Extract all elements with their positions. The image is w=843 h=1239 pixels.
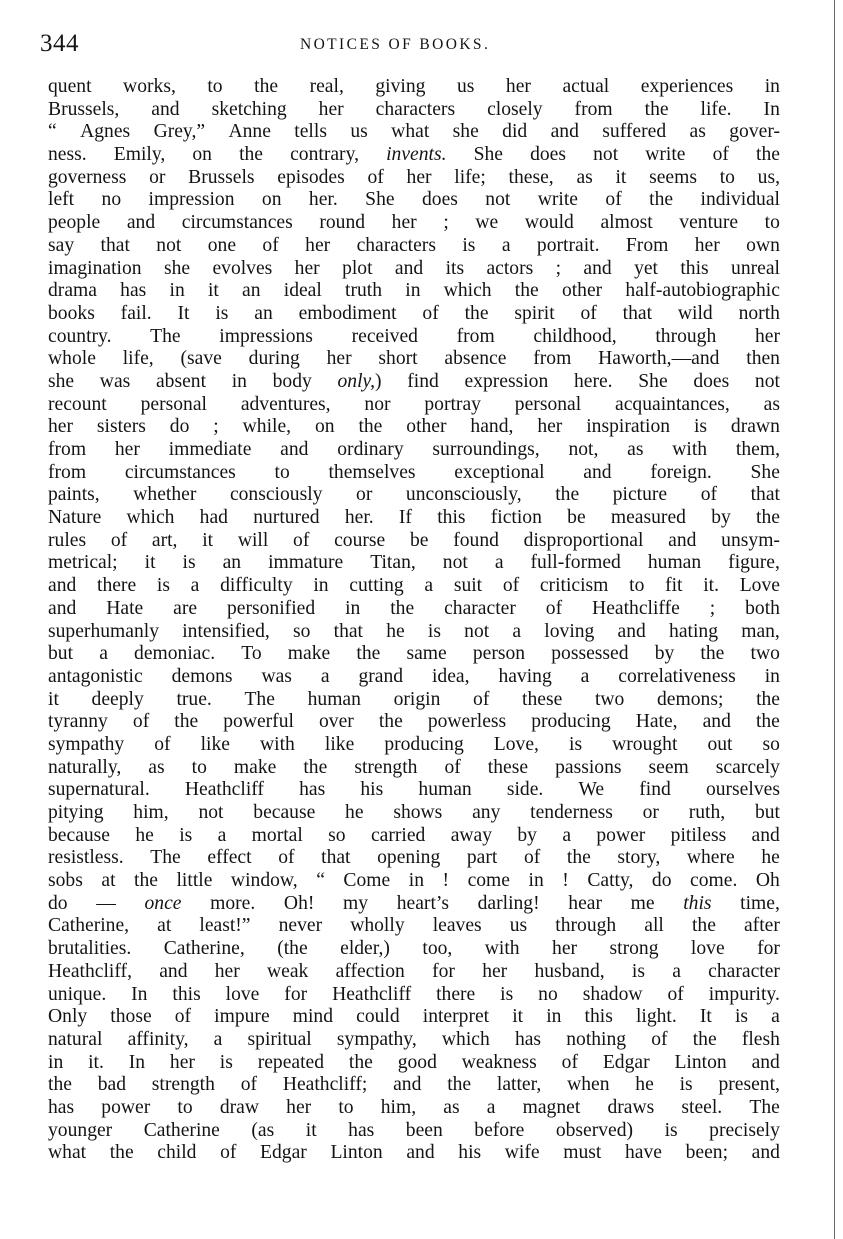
text-line: brutalities. Catherine, (the elder,) too, with her strong love for <box>48 938 780 960</box>
text-line: it deeply true. The human origin of these two demons; the <box>48 688 780 710</box>
text-line: because he is a mortal so carried away by a power pitiless and <box>48 824 780 846</box>
text-line: her sisters do ; while, on the other hand, her inspiration is drawn <box>48 416 780 438</box>
text-line: left no impression on her. She does not write of the individual <box>48 189 780 211</box>
text-line: Heathcliff, and her weak affection for her husband, is a character <box>48 960 780 982</box>
text-line: whole life, (save during her short absence from Haworth,—and then <box>48 348 780 370</box>
text-line: paints, whether consciously or unconsciously, the picture of that <box>48 484 780 506</box>
text-line: Brussels, and sketching her characters closely from the life. In <box>48 98 780 120</box>
text-line: from circumstances to themselves exceptional and foreign. She <box>48 461 780 483</box>
text-line: but a demoniac. To make the same person possessed by the two <box>48 643 780 665</box>
text-line: people and circumstances round her ; we would almost venture to <box>48 212 780 234</box>
text-line: recount personal adventures, nor portray personal acquaintances, as <box>48 393 780 415</box>
text-line: resistless. The effect of that opening part of the story, where he <box>48 847 780 869</box>
text-line: ness. Emily, on the contrary, invents. She does not write of the <box>48 144 780 166</box>
text-line: imagination she evolves her plot and its actors ; and yet this unreal <box>48 257 780 279</box>
running-head: NOTICES OF BOOKS. <box>300 36 491 53</box>
page-header <box>40 30 780 58</box>
text-line: drama has in it an ideal truth in which the other half-autobiographic <box>48 280 780 302</box>
page-number: 344 <box>40 30 79 57</box>
text-line: from her immediate and ordinary surroundings, not, as with them, <box>48 439 780 460</box>
text-line: tyranny of the powerful over the powerless producing Hate, and the <box>48 711 780 733</box>
text-line: the bad strength of Heathcliff; and the latter, when he is present, <box>48 1074 780 1096</box>
text-line: she was absent in body only,) find expression here. She does not <box>48 370 780 392</box>
text-line: and Hate are personified in the character of Heathcliffe ; both <box>48 597 780 619</box>
text-line: in it. In her is repeated the good weakness of Edgar Linton and <box>48 1051 780 1073</box>
text-line: natural affinity, a spiritual sympathy, which has nothing of the flesh <box>48 1028 780 1050</box>
text-line: sobs at the little window, “ Come in ! come in ! Catty, do come. Oh <box>48 870 780 892</box>
text-line: governess or Brussels episodes of her life; these, as it seems to us, <box>48 166 780 188</box>
text-line: antagonistic demons was a grand idea, having a correlativeness in <box>48 665 780 687</box>
text-line: sympathy of like with like producing Love, is wrought out so <box>48 733 780 755</box>
text-line: Only those of impure mind could interpret it in this light. It is a <box>48 1006 780 1028</box>
text-line: naturally, as to make the strength of these passions seem scarcely <box>48 756 780 778</box>
text-line: and there is a difficulty in cutting a suit of criticism to fit it. Love <box>48 575 780 597</box>
text-line: say that not one of her characters is a portrait. From her own <box>48 234 780 256</box>
text-line: supernatural. Heathcliff has his human side. We find ourselves <box>48 779 780 801</box>
text-line: do — once more. Oh! my heart’s darling! hear me this time, <box>48 892 780 914</box>
text-line: Catherine, at least!” never wholly leaves us through all the after <box>48 915 780 937</box>
text-line: Nature which had nurtured her. If this fiction be measured by the <box>48 507 780 529</box>
text-line: country. The impressions received from childhood, through her <box>48 325 780 347</box>
body-text <box>48 76 780 1165</box>
text-line: “ Agnes Grey,” Anne tells us what she did and suffered as gover- <box>48 121 780 143</box>
text-line: quent works, to the real, giving us her actual experiences in <box>48 76 780 97</box>
text-line: pitying him, not because he shows any tenderness or ruth, but <box>48 802 780 823</box>
text-line: metrical; it is an immature Titan, not a full-formed human figure, <box>48 552 780 574</box>
text-line: what the child of Edgar Linton and his wife must have been; and <box>48 1142 780 1164</box>
text-line: has power to draw her to him, as a magnet draws steel. The <box>48 1096 780 1118</box>
page-edge-rule <box>834 0 835 1239</box>
text-line: rules of art, it will of course be found disproportional and unsym- <box>48 529 780 551</box>
text-line: books fail. It is an embodiment of the spirit of that wild north <box>48 302 780 324</box>
text-line: superhumanly intensified, so that he is not a loving and hating man, <box>48 620 780 642</box>
text-line: unique. In this love for Heathcliff there is no shadow of impurity. <box>48 983 780 1005</box>
text-line: younger Catherine (as it has been before observed) is precisely <box>48 1119 780 1141</box>
